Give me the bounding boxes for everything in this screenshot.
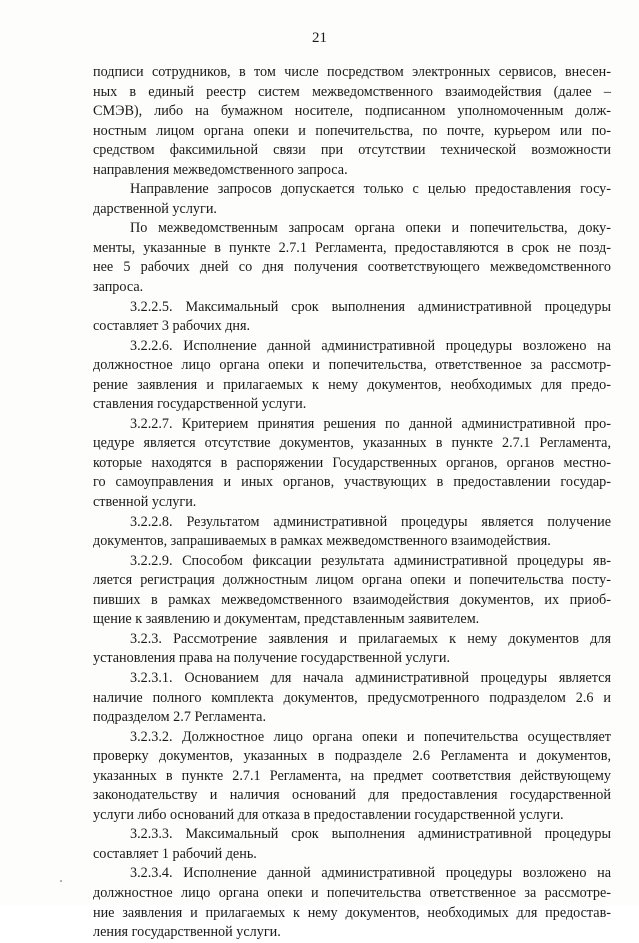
text-line: менты, указанные в пункте 2.7.1 Регламента, предоставляются в срок не позд- bbox=[93, 239, 611, 256]
text-line: Направление запросов допускается только с целью предоставления госу- bbox=[130, 181, 611, 198]
text-line: указанных в пункте 2.7.1 Регламента, на предмет соответствия действующему bbox=[93, 767, 611, 784]
text-line: законодательству и наличия оснований для предоставления государственной bbox=[93, 787, 611, 804]
text-line: ние заявления и прилагаемых к нему документов, необходимых для предостав- bbox=[93, 904, 611, 921]
text-line: 3.2.2.6. Исполнение данной административной процедуры возложено на bbox=[130, 337, 611, 354]
page-number: 21 bbox=[312, 30, 327, 46]
text-line: наличие полного комплекта документов, предусмотренного подразделом 2.6 и bbox=[93, 689, 611, 706]
text-line: По межведомственным запросам органа опеки и попечительства, доку- bbox=[130, 220, 611, 237]
text-line: 3.2.2.8. Результатом административной процедуры является получение bbox=[130, 513, 611, 530]
text-line: 3.2.3.2. Должностное лицо органа опеки и попечительства осуществляет bbox=[130, 728, 611, 745]
text-line: 3.2.3.4. Исполнение данной административной процедуры возложено на bbox=[130, 865, 611, 882]
text-line: 3.2.3. Рассмотрение заявления и прилагаемых к нему документов для bbox=[130, 630, 611, 647]
text-line: установления права на получение государственной услуги. bbox=[93, 650, 450, 667]
text-line: ностным лицом органа опеки и попечительства, по почте, курьером или по- bbox=[93, 122, 611, 139]
text-line: 3.2.2.7. Критерием принятия решения по данной административной про- bbox=[130, 415, 611, 432]
text-line: цедуре является отсутствие документов, указанных в пункте 2.7.1 Регламента, bbox=[93, 435, 611, 452]
text-line: подразделом 2.7 Регламента. bbox=[93, 709, 267, 726]
text-line: 3.2.2.5. Максимальный срок выполнения административной процедуры bbox=[130, 298, 611, 315]
scan-speck bbox=[60, 880, 62, 882]
text-line: го самоуправления и иных органов, участвующих в предоставлении государ- bbox=[93, 474, 611, 491]
text-line: направления межведомственного запроса. bbox=[93, 161, 348, 178]
text-line: рение заявления и прилагаемых к нему документов, необходимых для предо- bbox=[93, 376, 611, 393]
text-line: проверку документов, указанных в подразделе 2.6 Регламента и документов, bbox=[93, 748, 611, 765]
text-line: СМЭВ), либо на бумажном носителе, подписанном уполномоченным долж- bbox=[93, 103, 611, 120]
text-line: подписи сотрудников, в том числе посредством электронных сервисов, внесен- bbox=[93, 64, 611, 80]
text-line: дарственной услуги. bbox=[93, 200, 217, 217]
text-line: ставления государственной услуги. bbox=[93, 396, 307, 413]
text-line: должностное лицо органа опеки и попечительства ответственное за рассмотре- bbox=[93, 884, 611, 901]
text-line: 3.2.3.3. Максимальный срок выполнения административной процедуры bbox=[130, 826, 611, 843]
text-line: средством факсимильной связи при отсутствии технической возможности bbox=[93, 142, 611, 159]
text-line: пивших в рамках межведомственного взаимодействия документов, их приоб- bbox=[93, 591, 611, 608]
text-line: щение к заявлению и документам, представленным заявителем. bbox=[93, 611, 480, 628]
text-line: составляет 3 рабочих дня. bbox=[93, 318, 251, 335]
text-line: 3.2.3.1. Основанием для начала административной процедуры является bbox=[130, 669, 611, 686]
text-line: нее 5 рабочих дней со дня получения соответствующего межведомственного bbox=[93, 259, 611, 276]
text-line: 3.2.2.9. Способом фиксации результата административной процедуры яв- bbox=[130, 552, 611, 569]
text-line: ления государственной услуги. bbox=[93, 924, 281, 941]
text-line: ных в единый реестр систем межведомственного взаимодействия (далее – bbox=[93, 83, 611, 100]
text-line: должностное лицо органа опеки и попечительства, ответственное за рассмотр- bbox=[93, 357, 611, 374]
text-line: запроса. bbox=[93, 279, 144, 296]
text-line: ляется регистрация должностным лицом органа опеки и попечительства посту- bbox=[93, 572, 611, 589]
text-line: которые находятся в распоряжении Государственных органов, органов местно- bbox=[93, 454, 611, 471]
body-text bbox=[93, 63, 611, 943]
text-line: документов, запрашиваемых в рамках межведомственного взаимодействия. bbox=[93, 533, 551, 550]
text-line: ственной услуги. bbox=[93, 494, 197, 511]
text-line: составляет 1 рабочий день. bbox=[93, 845, 257, 862]
text-line: услуги либо оснований для отказа в предоставлении государственной услуги. bbox=[93, 806, 564, 823]
